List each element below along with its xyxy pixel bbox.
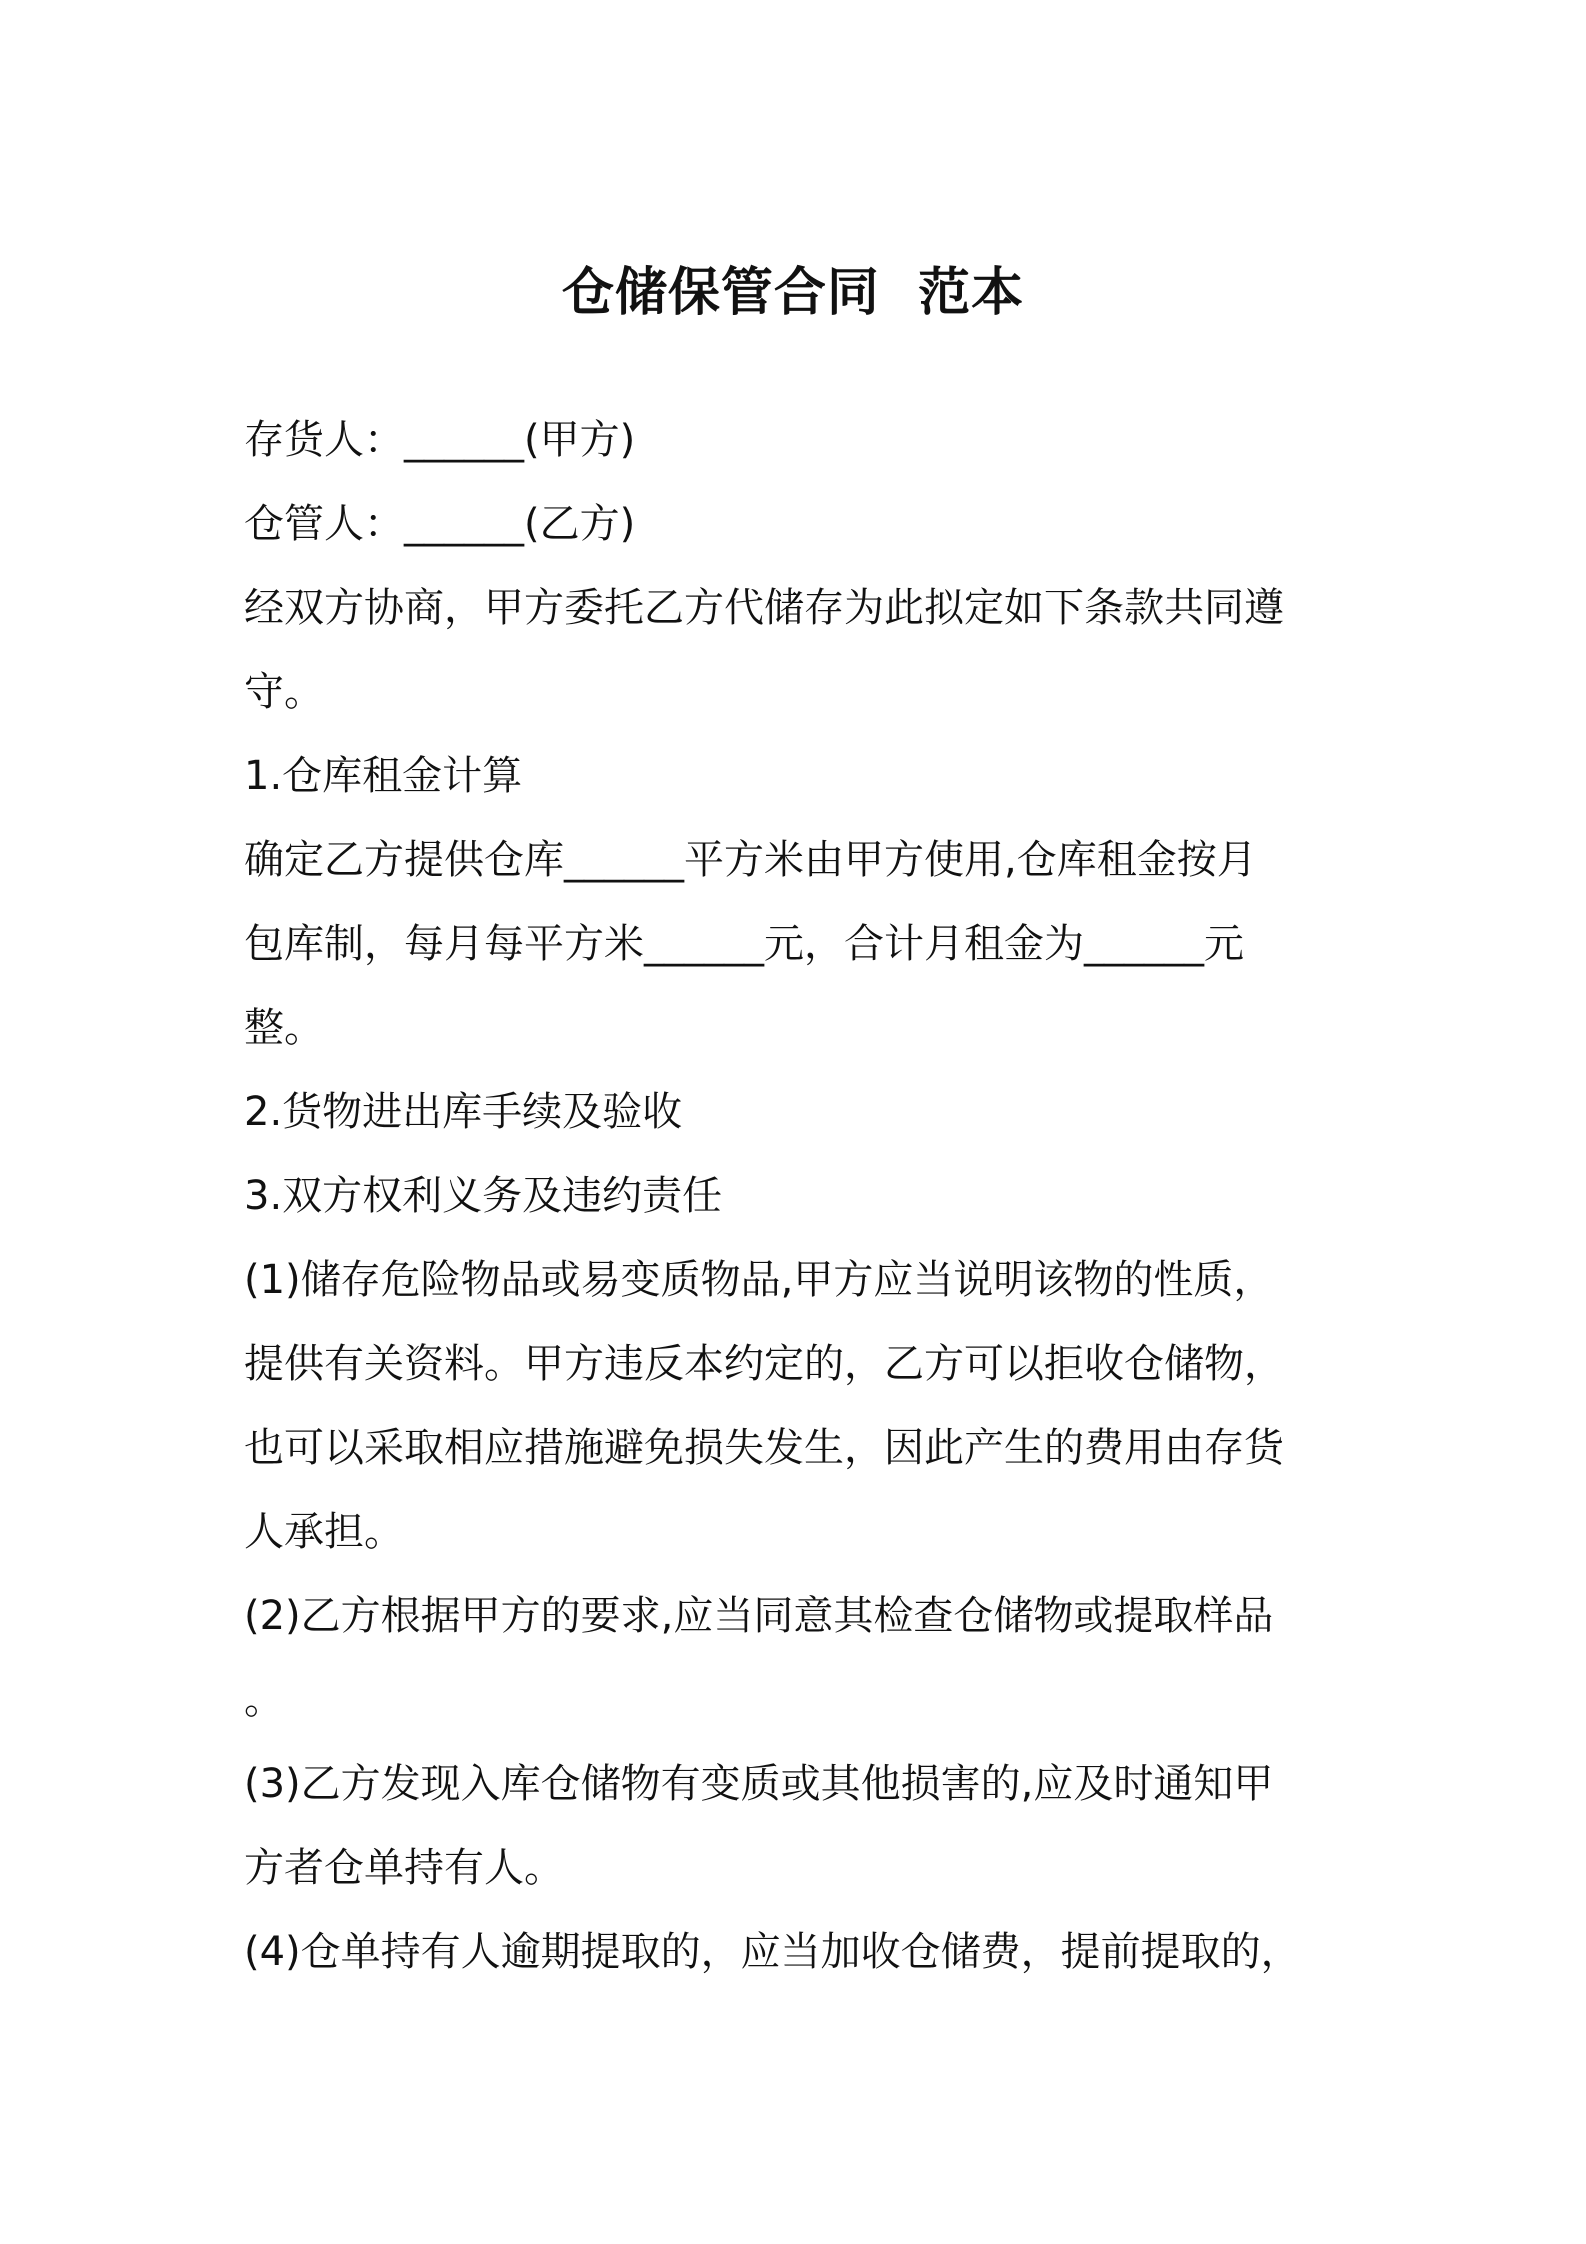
text-line: 确定乙方提供仓库______平方米由甲方使用,仓库租金按月 <box>244 837 1257 883</box>
text-line: 人承担。 <box>244 1509 404 1555</box>
document-body <box>244 398 1360 1994</box>
text-line: 整。 <box>244 1005 324 1051</box>
document-title: 仓储保管合同 范本 <box>561 263 1025 323</box>
text-line: 包库制，每月每平方米______元，合计月租金为______元 <box>244 921 1244 967</box>
section-heading: 1.仓库租金计算 <box>244 753 523 799</box>
text-line: 方者仓单持有人。 <box>244 1845 564 1891</box>
text-line: (3)乙方发现入库仓储物有变质或其他损害的,应及时通知甲 <box>244 1761 1274 1807</box>
section-heading: 3.双方权利义务及违约责任 <box>244 1173 723 1219</box>
text-line: (2)乙方根据甲方的要求,应当同意其检查仓储物或提取样品 <box>244 1593 1274 1639</box>
section-heading: 2.货物进出库手续及验收 <box>244 1089 683 1135</box>
text-line: (1)储存危险物品或易变质物品,甲方应当说明该物的性质， <box>244 1257 1274 1303</box>
text-line: 仓管人：______(乙方) <box>244 501 636 547</box>
text-line: 守。 <box>244 669 324 715</box>
text-line: 提供有关资料。甲方违反本约定的，乙方可以拒收仓储物， <box>244 1341 1284 1387</box>
text-line: 。 <box>244 1677 284 1723</box>
text-line: 存货人：______(甲方) <box>244 417 636 463</box>
text-line: 也可以采取相应措施避免损失发生，因此产生的费用由存货 <box>244 1425 1284 1471</box>
text-line: (4)仓单持有人逾期提取的，应当加收仓储费，提前提取的， <box>244 1929 1301 1975</box>
text-line: 经双方协商，甲方委托乙方代储存为此拟定如下条款共同遵 <box>244 585 1284 631</box>
